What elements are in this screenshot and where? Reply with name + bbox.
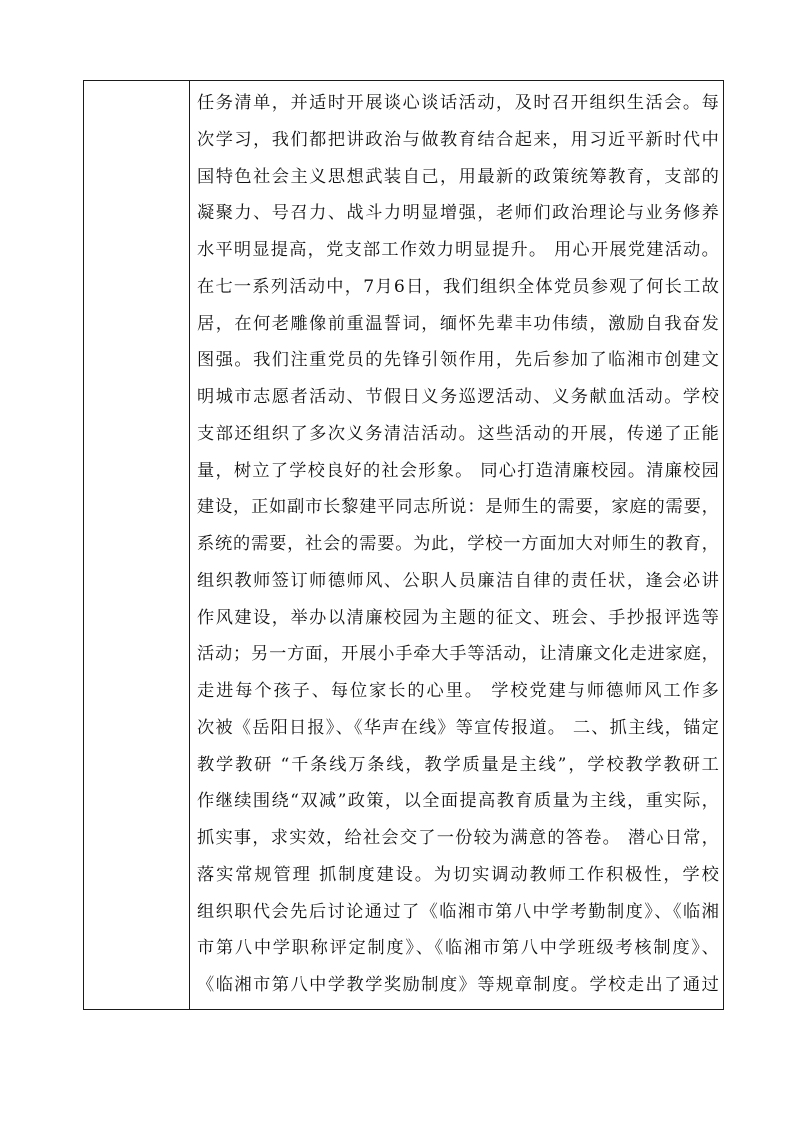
text-line: 建设，正如副市长黎建平同志所说：是师生的需要，家庭的需要，	[197, 497, 719, 518]
text-line: 次学习，我们都把讲政治与做教育结合起来，用习近平新时代中	[197, 129, 719, 150]
column-divider	[189, 81, 190, 1009]
text-line: 落实常规管理 抓制度建设。为切实调动教师工作积极性，学校	[197, 864, 719, 885]
text-line: 支部还组织了多次义务清洁活动。这些活动的开展，传递了正能	[197, 423, 719, 444]
table-content-cell	[197, 85, 719, 1004]
text-line: 图强。我们注重党员的先锋引领作用，先后参加了临湘市创建文	[197, 350, 719, 371]
text-line: 水平明显提高，党支部工作效力明显提升。 用心开展党建活动。	[197, 240, 719, 260]
text-line: 居，在何老雕像前重温誓词，缅怀先辈丰功伟绩，激励自我奋发	[197, 313, 719, 334]
text-line: 走进每个孩子、每位家长的心里。 学校党建与师德师风工作多	[197, 681, 719, 701]
text-line: 作继续围绕“双减”政策，以全面提高教育质量为主线，重实际，	[197, 791, 719, 812]
text-line: 抓实事，求实效，给社会交了一份较为满意的答卷。 潜心日常，	[197, 828, 719, 848]
text-line: 作风建设，举办以清廉校园为主题的征文、班会、手抄报评选等	[197, 607, 719, 628]
text-line: 《临湘市第八中学教学奖励制度》等规章制度。学校走出了通过	[197, 975, 719, 995]
text-line: 任务清单，并适时开展谈心谈话活动，及时召开组织生活会。每	[197, 93, 719, 113]
text-line: 次被《岳阳日报》、《华声在线》等宣传报道。 二、抓主线，锚定	[197, 717, 719, 738]
text-line: 教学教研 “千条线万条线，教学质量是主线”，学校教学教研工	[197, 754, 719, 775]
text-line: 市第八中学职称评定制度》、《临湘市第八中学班级考核制度》、	[197, 938, 719, 959]
text-line: 凝聚力、号召力、战斗力明显增强，老师们政治理论与业务修养	[197, 203, 719, 224]
content-table	[83, 80, 724, 1010]
text-line: 系统的需要，社会的需要。为此，学校一方面加大对师生的教育，	[197, 534, 719, 554]
table-label-cell	[84, 81, 189, 1009]
text-line: 活动；另一方面，开展小手牵大手等活动，让清廉文化走进家庭，	[197, 644, 719, 665]
text-line: 明城市志愿者活动、节假日义务巡逻活动、义务献血活动。学校	[197, 387, 719, 407]
text-line: 量，树立了学校良好的社会形象。 同心打造清廉校园。清廉校园	[197, 460, 719, 481]
text-line: 国特色社会主义思想武装自己，用最新的政策统筹教育，支部的	[197, 166, 719, 187]
text-line: 组织职代会先后讨论通过了《临湘市第八中学考勤制度》、《临湘	[197, 901, 719, 922]
text-line: 在七一系列活动中，7月6日，我们组织全体党员参观了何长工故	[197, 276, 719, 297]
text-line: 组织教师签订师德师风、公职人员廉洁自律的责任状，逢会必讲	[197, 570, 719, 591]
